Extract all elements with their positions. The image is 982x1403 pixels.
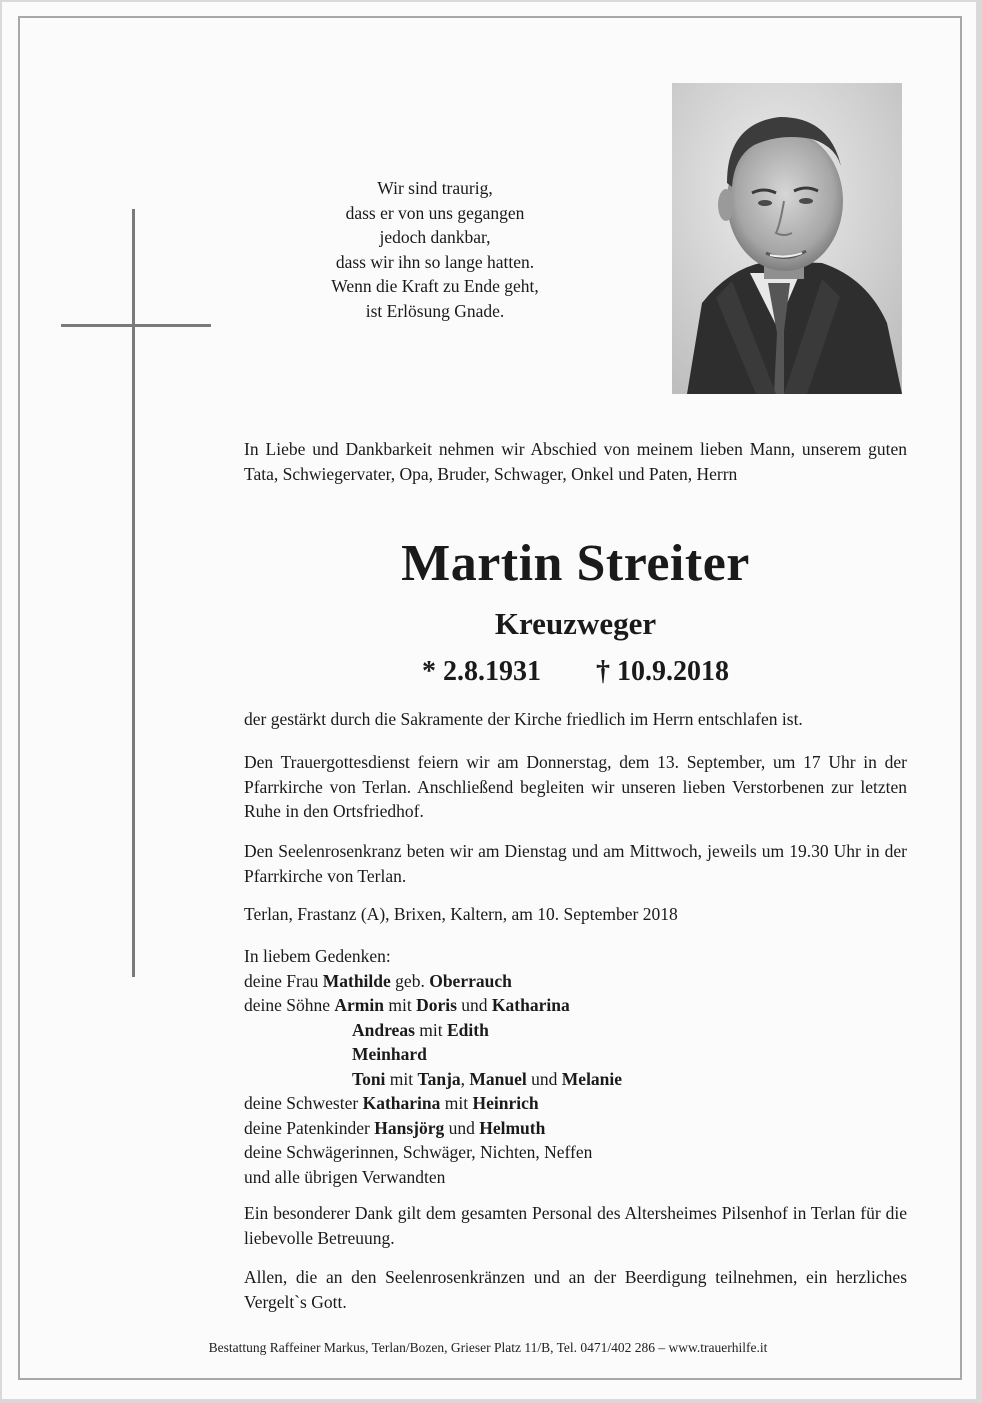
- family-heading: In liebem Gedenken:: [244, 946, 391, 966]
- poem-line: jedoch dankbar,: [379, 227, 491, 247]
- death-date: † 10.9.2018: [596, 656, 729, 687]
- family-row-wife: deine Frau Mathilde geb. Oberrauch: [244, 970, 512, 991]
- deceased-name: Martin Streiter: [401, 535, 750, 592]
- family-row-godchildren: deine Patenkinder Hansjörg und Helmuth: [244, 1117, 546, 1138]
- family-row-relatives: und alle übrigen Verwandten: [244, 1166, 446, 1187]
- family-row-son: Meinhard: [352, 1044, 427, 1064]
- poem-line: Wir sind traurig,: [377, 178, 493, 198]
- deceased-nickname: Kreuzweger: [494, 606, 657, 641]
- funeral-text: Den Trauergottesdienst feiern wir am Donnerstag, dem 13. September, um 17 Uhr in der Pfarrkirche von Terlan. Anschließend begleiten wir unseren lieben Verstorbenen zur letzten Ruhe in den Ortsfriedhof.: [244, 752, 907, 821]
- poem-line: dass wir ihn so lange hatten.: [335, 251, 535, 272]
- intro-text: In Liebe und Dankbarkeit nehmen wir Abschied von meinem lieben Mann, unserem guten Tata, Schwiegervater, Opa, Bruder, Schwager, Onkel und Paten, Herrn: [244, 439, 907, 484]
- birth-date: * 2.8.1931: [422, 656, 541, 687]
- poem-line: Wenn die Kraft zu Ende geht,: [331, 276, 539, 296]
- family-row-inlaws: deine Schwägerinnen, Schwäger, Nichten, Neffen: [244, 1142, 593, 1162]
- thanks-text: Ein besonderer Dank gilt dem gesamten Personal des Altersheimes Pilsenhof in Terlan für die liebevolle Betreuung.: [244, 1203, 907, 1248]
- poem-line: dass er von uns gegangen: [345, 202, 525, 223]
- life-dates: [244, 652, 907, 692]
- sacraments-text: der gestärkt durch die Sakramente der Kirche friedlich im Herrn entschlafen ist.: [244, 709, 803, 729]
- family-row-son: Toni mit Tanja, Manuel und Melanie: [352, 1068, 623, 1089]
- portrait-photo: [672, 83, 902, 394]
- poem: [290, 176, 580, 323]
- cross-icon-horizontal: [61, 324, 211, 327]
- undertaker-footer: Bestattung Raffeiner Markus, Terlan/Bozen, Grieser Platz 11/B, Tel. 0471/402 286 – www.trauerhilfe.it: [208, 1340, 768, 1355]
- closing-text: Allen, die an den Seelenrosenkränzen und an der Beerdigung teilnehmen, ein herzliches Vergelt`s Gott.: [244, 1267, 907, 1312]
- family-row-son: deine Söhne Armin mit Doris und Katharina: [244, 995, 570, 1015]
- rosary-text: Den Seelenrosenkranz beten wir am Dienstag und am Mittwoch, jeweils um 19.30 Uhr in der Pfarrkirche von Terlan.: [244, 841, 907, 886]
- poem-line: ist Erlösung Gnade.: [365, 300, 505, 321]
- family-list: [244, 944, 907, 1189]
- family-row-son: Andreas mit Edith: [352, 1019, 489, 1040]
- place-date-text: Terlan, Frastanz (A), Brixen, Kaltern, am 10. September 2018: [244, 904, 678, 924]
- family-row-sister: deine Schwester Katharina mit Heinrich: [244, 1093, 539, 1113]
